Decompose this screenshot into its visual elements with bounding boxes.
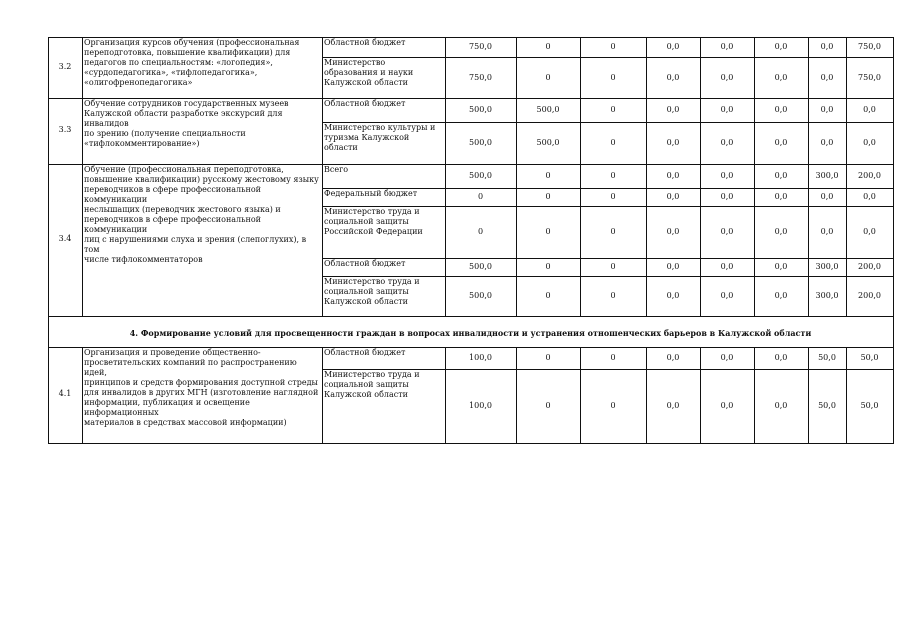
- table-rule: [48, 164, 49, 317]
- table-rule: [48, 37, 49, 99]
- amount-cell: 0,0: [774, 105, 788, 114]
- amount-cell: 0,0: [820, 105, 834, 114]
- table-rule: [580, 98, 581, 165]
- table-rule: [646, 98, 647, 165]
- table-rule: [445, 164, 446, 317]
- table-rule: [808, 164, 809, 317]
- amount-cell: 500,0: [536, 138, 560, 147]
- table-rule: [516, 37, 517, 99]
- table-rule: [580, 347, 581, 444]
- amount-cell: 500,0: [469, 171, 492, 180]
- table-rule: [646, 37, 647, 99]
- amount-cell: 300,0: [815, 171, 839, 180]
- amount-cell: 0: [610, 42, 616, 51]
- amount-cell: 0,0: [666, 192, 680, 201]
- table-rule: [322, 98, 323, 165]
- table-rule: [846, 347, 847, 444]
- table-rule: [700, 164, 701, 317]
- table-rule: [700, 37, 701, 99]
- amount-cell: 0: [545, 171, 551, 180]
- amount-cell: 0,0: [666, 262, 680, 271]
- amount-cell: 200,0: [858, 291, 881, 300]
- amount-cell: 50,0: [860, 353, 879, 362]
- table-rule: [322, 37, 323, 99]
- table-rule: [48, 316, 894, 317]
- amount-cell: 0,0: [720, 105, 734, 114]
- table-rule: [808, 37, 809, 99]
- amount-cell: 0: [545, 262, 551, 271]
- table-rule: [516, 98, 517, 165]
- row-title: Обучение сотрудников государственных музеев Калужской области разработке экскурсий для инвалидов по зрению (получение специальности «тифлокомментирование»): [84, 99, 289, 148]
- table-rule: [82, 347, 83, 444]
- amount-cell: 0,0: [774, 291, 788, 300]
- amount-cell: 50,0: [818, 353, 836, 362]
- amount-cell: 0,0: [720, 353, 734, 362]
- amount-cell: 200,0: [858, 171, 881, 180]
- amount-cell: 0: [610, 105, 616, 114]
- table-rule: [893, 37, 894, 99]
- funding-source: Федеральный бюджет: [324, 189, 418, 198]
- amount-cell: 0: [477, 227, 484, 236]
- amount-cell: 0,0: [820, 42, 834, 51]
- amount-cell: 0,0: [666, 227, 680, 236]
- table-rule: [893, 347, 894, 444]
- amount-cell: 0: [610, 291, 616, 300]
- amount-cell: 0,0: [720, 138, 734, 147]
- table-rule: [754, 37, 755, 99]
- amount-cell: 50,0: [860, 401, 879, 410]
- amount-cell: 750,0: [858, 42, 881, 51]
- amount-cell: 0: [610, 353, 616, 362]
- table-rule: [893, 164, 894, 317]
- amount-cell: 0,0: [720, 192, 734, 201]
- funding-source: Министерство труда и социальной защиты Калужской области: [324, 277, 420, 306]
- table-rule: [846, 37, 847, 99]
- table-rule: [445, 37, 446, 99]
- amount-cell: 750,0: [469, 72, 492, 82]
- amount-cell: 0,0: [666, 291, 680, 300]
- table-rule: [82, 98, 83, 165]
- amount-cell: 0: [610, 262, 616, 271]
- table-rule: [322, 164, 323, 317]
- amount-cell: 300,0: [815, 291, 839, 300]
- amount-cell: 500,0: [469, 291, 492, 300]
- amount-cell: 500,0: [469, 105, 492, 114]
- amount-cell: 100,0: [469, 353, 492, 362]
- table-rule: [846, 164, 847, 317]
- amount-cell: 0: [610, 227, 616, 236]
- amount-cell: 0,0: [666, 353, 680, 362]
- amount-cell: 0,0: [666, 171, 680, 180]
- amount-cell: 0: [610, 138, 616, 147]
- section-heading: 4. Формирование условий для просвещенности граждан в вопросах инвалидности и устранения отношенческих барьеров в Калужской области: [129, 328, 812, 338]
- funding-source: Министерство культуры и туризма Калужской области: [324, 123, 436, 152]
- funding-source: Всего: [324, 165, 349, 174]
- table-rule: [700, 347, 701, 444]
- table-rule: [580, 164, 581, 317]
- table-rule: [754, 347, 755, 444]
- amount-cell: 750,0: [858, 72, 881, 82]
- amount-cell: 0,0: [720, 262, 734, 271]
- amount-cell: 0,0: [774, 353, 788, 362]
- amount-cell: 0,0: [774, 192, 788, 201]
- funding-source: Областной бюджет: [324, 259, 406, 268]
- amount-cell: 500,0: [469, 262, 492, 271]
- amount-cell: 0,0: [820, 138, 834, 147]
- amount-cell: 0,0: [774, 227, 788, 236]
- table-rule: [754, 98, 755, 165]
- table-rule: [893, 98, 894, 165]
- amount-cell: 0,0: [774, 171, 788, 180]
- table-rule: [646, 347, 647, 444]
- amount-cell: 0,0: [666, 401, 680, 410]
- table-rule: [322, 347, 323, 444]
- amount-cell: 0: [545, 353, 551, 362]
- row-title: Организация и проведение общественно- просветительских компаний по распространению идей, принципов и средств формирования доступной стреды для инвалидов в других МГН (изготовление наглядной информации, публикация и освещение информационных материалов в средствах массовой информации): [84, 348, 319, 427]
- amount-cell: 0: [545, 72, 551, 82]
- amount-cell: 0: [545, 192, 551, 201]
- amount-cell: 200,0: [858, 262, 881, 271]
- amount-cell: 0,0: [820, 227, 834, 236]
- funding-source: Министерство труда и социальной защиты Российской Федерации: [324, 207, 423, 236]
- row-number: 4.1: [58, 389, 72, 398]
- amount-cell: 300,0: [815, 262, 839, 271]
- amount-cell: 0: [545, 42, 551, 51]
- amount-cell: 0,0: [720, 401, 734, 410]
- amount-cell: 0: [610, 192, 616, 201]
- amount-cell: 0,0: [720, 42, 734, 51]
- funding-source: Областной бюджет: [324, 348, 406, 357]
- amount-cell: 0,0: [720, 227, 734, 236]
- amount-cell: 0: [545, 291, 551, 300]
- amount-cell: 0,0: [774, 42, 788, 51]
- amount-cell: 0,0: [820, 192, 834, 201]
- amount-cell: 0,0: [666, 138, 680, 147]
- funding-source: Областной бюджет: [324, 99, 406, 108]
- amount-cell: 0,0: [720, 291, 734, 300]
- amount-cell: 0,0: [863, 138, 876, 147]
- amount-cell: 0,0: [774, 401, 788, 410]
- amount-cell: 0: [545, 227, 551, 236]
- table-rule: [808, 347, 809, 444]
- table-rule: [48, 347, 49, 444]
- amount-cell: 100,0: [469, 401, 492, 410]
- amount-cell: 0,0: [774, 262, 788, 271]
- amount-cell: 0,0: [666, 42, 680, 51]
- table-rule: [82, 164, 83, 317]
- table-rule: [700, 98, 701, 165]
- funding-source: Министерство труда и социальной защиты Калужской области: [324, 370, 420, 399]
- amount-cell: 0,0: [666, 105, 680, 114]
- table-rule: [48, 98, 49, 165]
- amount-cell: 0,0: [666, 72, 680, 82]
- amount-cell: 500,0: [469, 138, 492, 147]
- amount-cell: 0: [477, 192, 484, 201]
- amount-cell: 750,0: [469, 42, 492, 51]
- table-rule: [516, 347, 517, 444]
- table-rule: [754, 164, 755, 317]
- amount-cell: 0,0: [774, 138, 788, 147]
- amount-cell: 0,0: [720, 72, 734, 82]
- row-number: 3.4: [58, 234, 72, 243]
- table-rule: [516, 164, 517, 317]
- table-rule: [808, 98, 809, 165]
- table-rule: [445, 98, 446, 165]
- amount-cell: 500,0: [536, 105, 560, 114]
- amount-cell: 0,0: [863, 227, 876, 236]
- table-rule: [646, 164, 647, 317]
- amount-cell: 0: [610, 72, 616, 82]
- table-rule: [580, 37, 581, 99]
- amount-cell: 0,0: [820, 72, 834, 82]
- amount-cell: 0: [610, 401, 616, 410]
- row-title: Организация курсов обучения (профессиональная переподготовка, повышение квалификации) для педагогов по специальностям: «логопедия», «сурдопедагогика», «тифлопедагогика», «олигофренопедагогика»: [84, 38, 300, 87]
- table-rule: [893, 316, 894, 348]
- funding-source: Областной бюджет: [324, 38, 406, 47]
- amount-cell: 0,0: [863, 105, 876, 114]
- table-rule: [846, 98, 847, 165]
- amount-cell: 0,0: [863, 192, 876, 201]
- row-title: Обучение (профессиональная переподготовка, повышение квалификации) русскому жестовому языку переводчиков в сфере профессиональной коммуникации неслышащих (переводчик жестового языка) и переводчиков в сфере профессиональной коммуникации лиц с нарушениями слуха и зрения (слепоглухих), в том числе тифлокомментаторов: [84, 165, 319, 264]
- table-rule: [445, 347, 446, 444]
- amount-cell: 0: [545, 401, 551, 410]
- amount-cell: 0,0: [720, 171, 734, 180]
- row-number: 3.2: [58, 61, 72, 71]
- amount-cell: 50,0: [818, 401, 836, 410]
- row-number: 3.3: [58, 125, 72, 134]
- table-rule: [82, 37, 83, 99]
- funding-source: Министерство образования и науки Калужской области: [324, 58, 414, 87]
- amount-cell: 0: [610, 171, 616, 180]
- amount-cell: 0,0: [774, 72, 788, 82]
